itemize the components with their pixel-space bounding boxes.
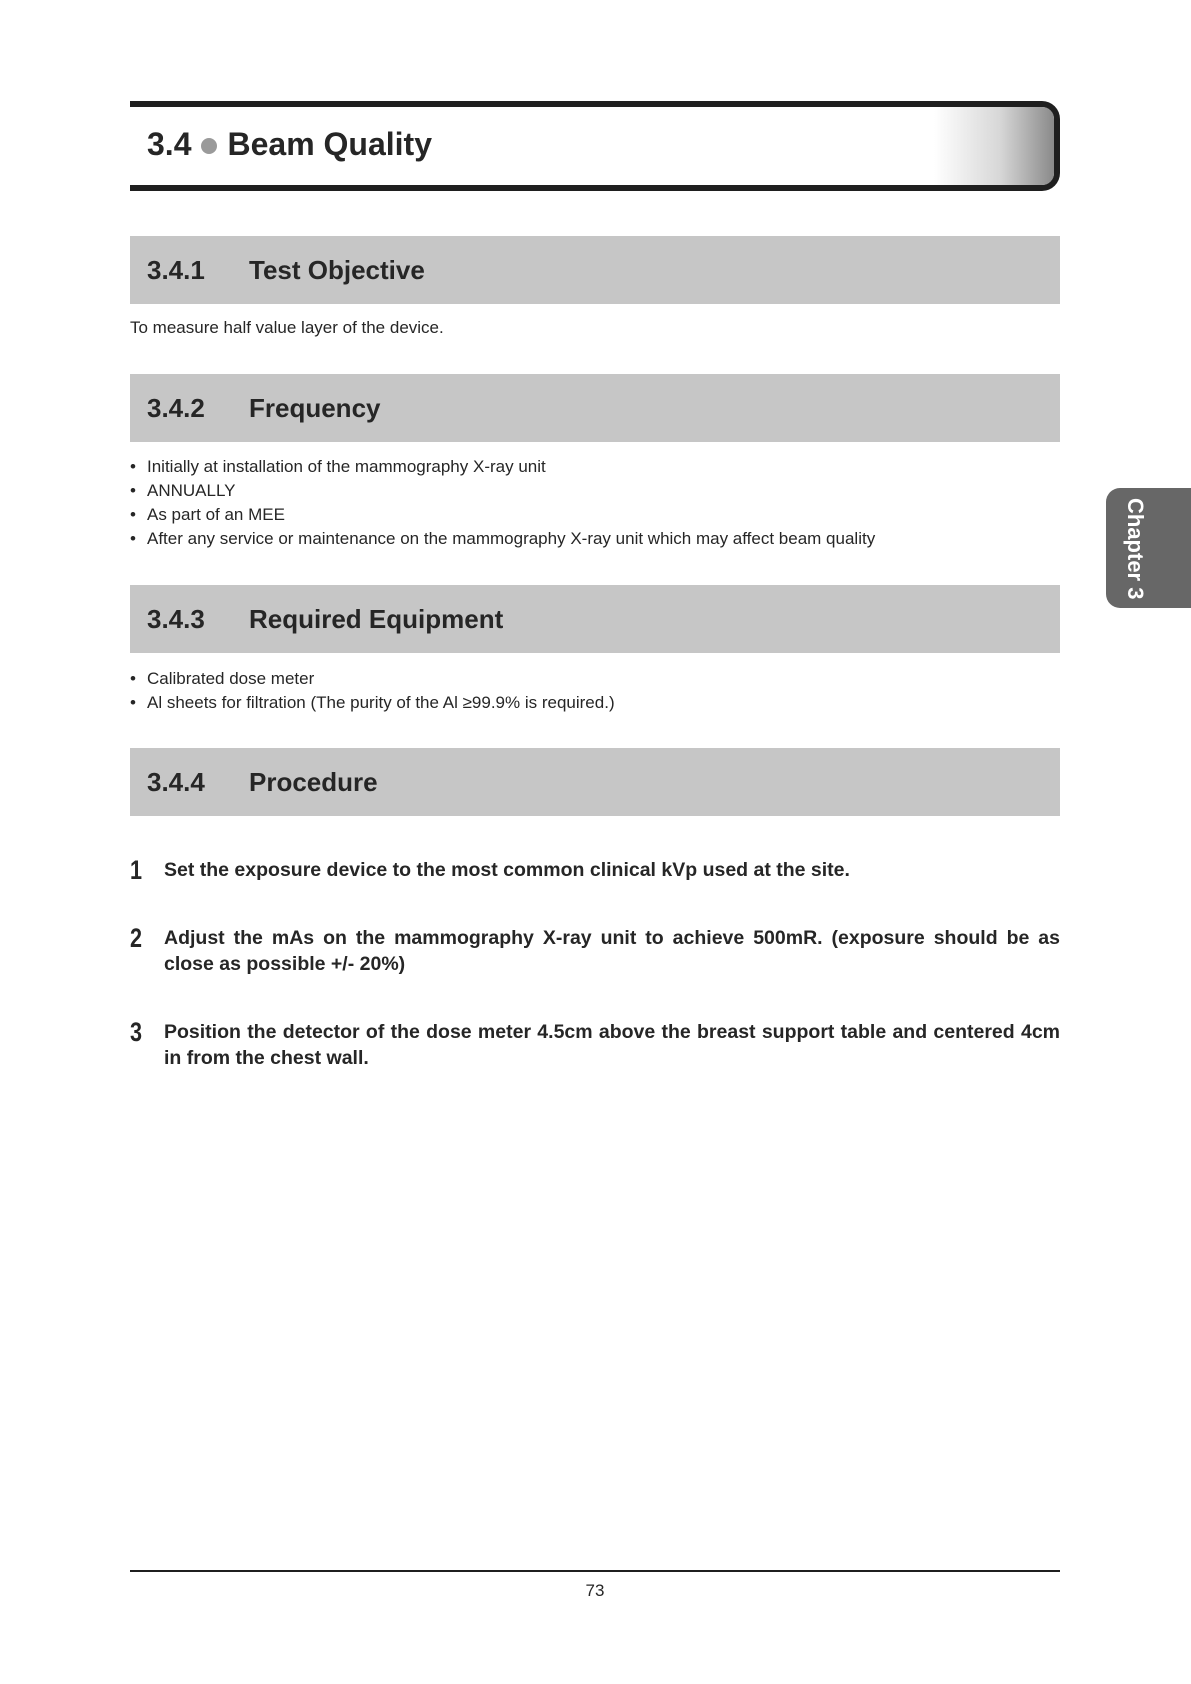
list-item-text: As part of an MEE <box>147 505 285 524</box>
step-number: 3 <box>130 1017 143 1047</box>
list-item <box>130 479 875 503</box>
bullet-icon: • <box>130 481 136 500</box>
procedure-step <box>130 1019 1060 1071</box>
footer-divider <box>130 1570 1060 1572</box>
subsection-header-required-equipment <box>130 585 1060 653</box>
subsection-number: 3.4.1 <box>147 254 205 285</box>
step-text: Adjust the mAs on the mammography X-ray unit to achieve 500mR. (exposure should be as close as possible +/- 20%) <box>164 927 1060 975</box>
section-title-text: Beam Quality <box>227 126 432 162</box>
list-item-text: Initially at installation of the mammography X-ray unit <box>147 457 546 476</box>
title-gradient-decoration <box>934 107 1054 185</box>
section-number: 3.4 <box>147 126 192 162</box>
bullet-icon: • <box>130 529 136 548</box>
subsection-title: Test Objective <box>249 254 425 285</box>
list-item <box>130 527 875 551</box>
subsection-title: Frequency <box>249 392 381 423</box>
list-item-text: ANNUALLY <box>147 481 236 500</box>
list-item <box>130 455 875 479</box>
subsection-header-procedure <box>130 748 1060 816</box>
list-item-text: After any service or maintenance on the mammography X-ray unit which may affect beam quality <box>147 529 876 548</box>
subsection-title: Required Equipment <box>249 603 504 634</box>
subsection-number: 3.4.3 <box>147 603 205 634</box>
step-number: 2 <box>130 923 143 953</box>
procedure-step <box>130 857 1060 883</box>
procedure-step <box>130 925 1060 977</box>
list-item-text: Al sheets for filtration (The purity of the Al ≥99.9% is required.) <box>147 693 615 712</box>
bullet-icon: • <box>130 457 136 476</box>
list-item-text: Calibrated dose meter <box>147 669 315 688</box>
bullet-icon: • <box>130 505 136 524</box>
chapter-tab <box>1106 488 1191 608</box>
objective-text: To measure half value layer of the device. <box>130 318 444 337</box>
step-number: 1 <box>130 855 143 885</box>
subsection-header-test-objective <box>130 236 1060 304</box>
chapter-tab-label: Chapter 3 <box>1123 498 1148 600</box>
title-bullet-dot-icon <box>201 138 217 154</box>
page-number: 73 <box>585 1581 605 1600</box>
section-title <box>147 126 432 163</box>
list-item <box>130 667 615 691</box>
step-text: Position the detector of the dose meter 4.5cm above the breast support table and centered 4cm in from the chest wall. <box>164 1021 1060 1069</box>
list-item <box>130 503 875 527</box>
bullet-icon: • <box>130 669 136 688</box>
subsection-number: 3.4.2 <box>147 392 205 423</box>
equipment-list <box>130 667 615 715</box>
subsection-number: 3.4.4 <box>147 766 205 797</box>
bullet-icon: • <box>130 693 136 712</box>
list-item <box>130 691 615 715</box>
subsection-title: Procedure <box>249 766 378 797</box>
section-title-box <box>130 101 1060 191</box>
step-text: Set the exposure device to the most common clinical kVp used at the site. <box>164 859 850 881</box>
subsection-header-frequency <box>130 374 1060 442</box>
frequency-list <box>130 455 875 551</box>
